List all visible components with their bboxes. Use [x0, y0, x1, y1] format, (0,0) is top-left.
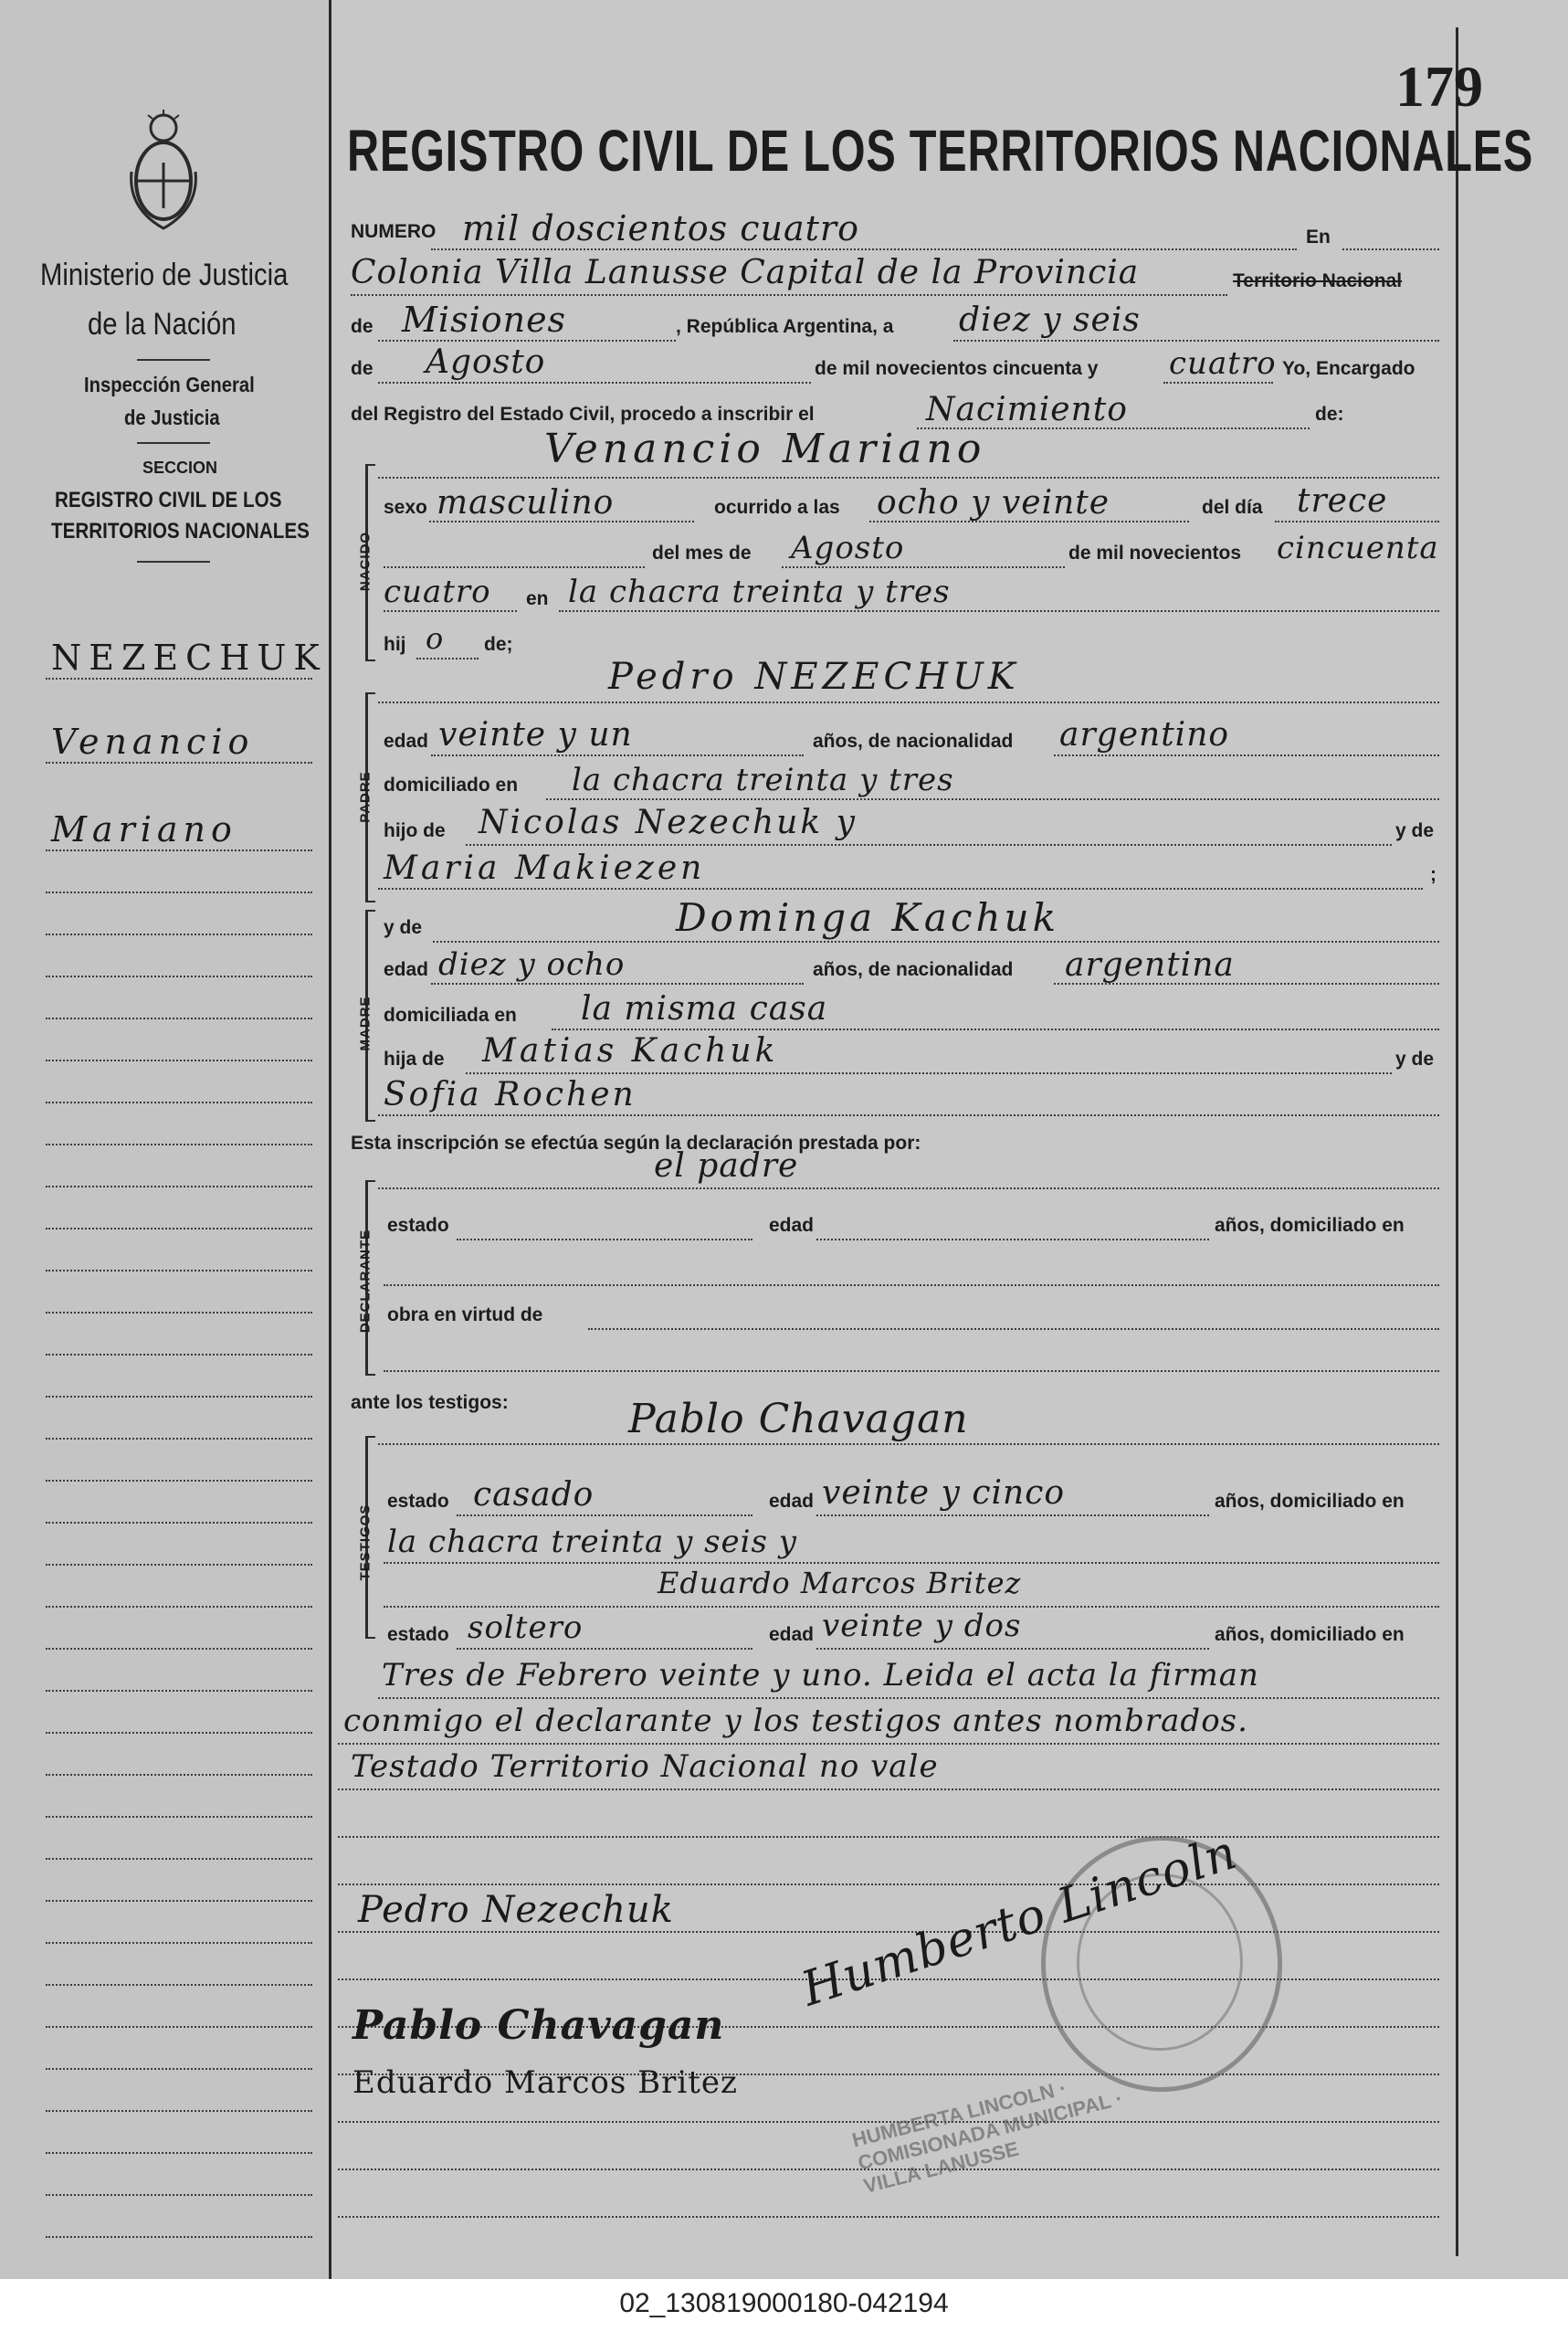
margin-line — [46, 1774, 312, 1776]
year-value: cuatro — [1169, 345, 1277, 382]
remarks-line-1 — [378, 1697, 1439, 1699]
madre-dom-value: la misma casa — [581, 990, 828, 1028]
place-line — [351, 294, 1227, 296]
sig-area-line — [338, 1884, 1439, 1885]
declarante-value: el padre — [654, 1147, 799, 1185]
father-name-line — [378, 702, 1439, 703]
hij-label: hij — [384, 634, 406, 655]
margin-line — [46, 2026, 312, 2028]
declarante-extra-line — [384, 1370, 1439, 1372]
divider — [137, 442, 210, 444]
margin-line — [46, 1102, 312, 1103]
margin-name-2: Mariano — [51, 809, 237, 849]
madre-yde-label: y de — [384, 917, 423, 938]
numero-line — [431, 248, 1297, 250]
margin-line — [46, 2068, 312, 2070]
de-label: de — [351, 316, 374, 337]
year-line — [1163, 382, 1273, 384]
hij-line — [416, 658, 479, 660]
declarante-label: DECLARANTE — [357, 1229, 374, 1334]
w1-anios-label: años, domiciliado en — [1215, 1491, 1405, 1512]
hora-value: ocho y veinte — [877, 484, 1110, 522]
father-mother-line — [378, 888, 1423, 890]
remarks-line-2 — [338, 1743, 1439, 1745]
margin-name-1: Venancio — [51, 722, 255, 762]
inspection-line-1: Inspección General — [84, 373, 255, 396]
signature-witness-2: Eduardo Marcos Britez — [353, 2064, 738, 2101]
section-label: SECCION — [142, 459, 218, 477]
section-line-3: TERRITORIOS NACIONALES — [51, 519, 310, 543]
mes-value: Agosto — [791, 530, 905, 566]
remarks-3: Testado Territorio Nacional no vale — [351, 1748, 939, 1785]
declarante-edad-label: edad — [769, 1215, 815, 1236]
numero-value: mil doscientos cuatro — [462, 208, 859, 248]
padre-edad-value: veinte y un — [438, 716, 633, 754]
margin-line — [46, 1270, 312, 1272]
declarante-value-line — [378, 1187, 1439, 1189]
month-line — [378, 382, 811, 384]
w1-dom-line — [384, 1562, 1439, 1564]
padre-hijo-label: hijo de — [384, 820, 446, 841]
w1-edad-label: edad — [769, 1491, 815, 1512]
margin-line — [46, 1018, 312, 1019]
declarante-obra-line — [588, 1328, 1439, 1330]
de2-label: de — [351, 358, 374, 379]
dia-label: del día — [1202, 497, 1263, 518]
file-id: 02_130819000180-042194 — [619, 2288, 949, 2318]
margin-line — [46, 1648, 312, 1650]
padre-hijo-line — [466, 844, 1392, 846]
madre-yde2-label: y de — [1395, 1049, 1435, 1070]
sidebar-rule — [329, 0, 331, 2279]
lugar-line — [559, 610, 1439, 612]
padre-dom-line — [546, 798, 1439, 800]
declarante-dom-line — [384, 1284, 1439, 1286]
mes-pre-line — [384, 566, 645, 568]
testigos-label: TESTIGOS — [357, 1504, 374, 1581]
padre-nac-line — [1054, 754, 1439, 756]
coat-of-arms-icon — [128, 108, 199, 236]
numero-label: NUMERO — [351, 221, 437, 242]
divider — [137, 561, 210, 563]
margin-line — [46, 1438, 312, 1440]
declarante-estado-line — [457, 1239, 752, 1240]
w2-edad-value: veinte y dos — [822, 1608, 1022, 1644]
hij-de-label: de; — [484, 634, 513, 655]
w2-estado-line — [457, 1648, 752, 1650]
child-name-line — [378, 477, 1439, 479]
margin-line — [46, 678, 312, 680]
madre-edad-value: diez y ocho — [438, 946, 626, 983]
margin-line — [46, 1816, 312, 1818]
madre-dom-label: domiciliada en — [384, 1005, 517, 1026]
right-margin-rule — [1456, 27, 1458, 2256]
witness2-name: Eduardo Marcos Britez — [658, 1566, 1022, 1600]
year-label: de mil novecientos cincuenta y — [815, 358, 1099, 379]
anio-value: cincuenta — [1277, 530, 1439, 566]
territorio-label: Territorio Nacional — [1233, 270, 1403, 291]
sig-area-line — [338, 2216, 1439, 2218]
madre-label: MADRE — [357, 996, 374, 1051]
margin-line — [46, 1312, 312, 1314]
padre-edad-label: edad — [384, 731, 429, 752]
remarks-line-3 — [338, 1789, 1439, 1790]
footer — [0, 2279, 1568, 2332]
madre-hija-line — [466, 1072, 1392, 1074]
madre-nac-value: argentina — [1065, 946, 1235, 984]
registro-label: del Registro del Estado Civil, procedo a inscribir el — [351, 404, 815, 425]
ministry-line-1: Ministerio de Justicia — [40, 258, 289, 292]
w1-dom-value: la chacra treinta y seis y — [387, 1524, 798, 1560]
w2-edad-line — [816, 1648, 1209, 1650]
padre-nac-label: años, de nacionalidad — [813, 731, 1014, 752]
en-label: En — [1306, 227, 1331, 248]
margin-line — [46, 1900, 312, 1902]
anio-value-2: cuatro — [384, 574, 491, 610]
margin-line — [46, 2110, 312, 2112]
w1-edad-value: veinte y cinco — [822, 1474, 1066, 1512]
margin-line — [46, 2152, 312, 2154]
signature-father: Pedro Nezechuk — [358, 1889, 674, 1931]
margin-line — [46, 1354, 312, 1356]
w2-estado-label: estado — [387, 1624, 449, 1645]
sexo-label: sexo — [384, 497, 427, 518]
padre-semicolon: ; — [1430, 864, 1436, 885]
margin-line — [46, 1228, 312, 1229]
w1-edad-line — [816, 1514, 1209, 1516]
margin-line — [46, 1396, 312, 1398]
margin-line — [46, 2194, 312, 2196]
province-value: Misiones — [402, 300, 567, 340]
signature-official: Humberto Lincoln — [795, 1824, 1244, 2018]
province-line — [378, 340, 676, 342]
madre-hija-value: Matias Kachuk — [482, 1032, 779, 1070]
margin-line — [46, 1564, 312, 1566]
divider — [137, 359, 210, 361]
republica-label: , República Argentina, a — [676, 316, 894, 337]
dia-line — [1275, 521, 1439, 522]
sig-area-line — [338, 1836, 1439, 1838]
madre-nac-label: años, de nacionalidad — [813, 959, 1014, 980]
madre-dom-line — [552, 1029, 1439, 1030]
margin-line — [46, 1690, 312, 1692]
mes-line — [782, 566, 1065, 568]
madre-edad-line — [431, 983, 804, 985]
sexo-value: masculino — [437, 484, 615, 522]
child-name: Venancio Mariano — [544, 426, 986, 472]
mother-name: Dominga Kachuk — [676, 895, 1060, 940]
margin-line — [46, 892, 312, 893]
day-line — [953, 340, 1439, 342]
padre-dom-value: la chacra treinta y tres — [572, 762, 954, 798]
declarante-obra-label: obra en virtud de — [387, 1304, 543, 1325]
w2-estado-value: soltero — [468, 1609, 584, 1646]
margin-line — [46, 1186, 312, 1187]
stamp-text: HUMBERTA LINCOLN · COMISIONADA MUNICIPAL · VILLA LANUSSE — [849, 2075, 1125, 2198]
remarks-2: conmigo el declarante y los testigos antes nombrados. — [343, 1703, 1248, 1739]
day-value: diez y seis — [959, 301, 1141, 339]
mother-mother: Sofia Rochen — [384, 1076, 637, 1113]
lugar-value: la chacra treinta y tres — [568, 574, 951, 610]
anio2-line — [384, 610, 517, 612]
sidebar — [0, 0, 329, 2279]
nacido-label: NACIDO — [357, 531, 374, 592]
madre-edad-label: edad — [384, 959, 429, 980]
mother-mother-line — [378, 1114, 1439, 1116]
anio-label: de mil novecientos — [1068, 543, 1242, 564]
margin-line — [46, 1732, 312, 1734]
ocurrido-label: ocurrido a las — [714, 497, 840, 518]
padre-yde-label: y de — [1395, 820, 1435, 841]
de3-label: de: — [1315, 404, 1344, 425]
padre-label: PADRE — [357, 771, 374, 823]
dia-value: trece — [1297, 482, 1388, 520]
father-mother: Maria Makiezen — [384, 849, 706, 887]
testigos-intro: ante los testigos: — [351, 1392, 509, 1413]
ministry-line-2: de la Nación — [88, 307, 237, 342]
page-number: 179 — [1395, 54, 1483, 119]
lugar-en-label: en — [526, 588, 549, 609]
declarante-estado-label: estado — [387, 1215, 449, 1236]
w1-estado-value: casado — [473, 1476, 595, 1514]
w1-estado-line — [457, 1514, 752, 1516]
declarante-anios-label: años, domiciliado en — [1215, 1215, 1405, 1236]
inspection-line-2: de Justicia — [124, 406, 220, 429]
w2-edad-label: edad — [769, 1624, 815, 1645]
section-line-2: REGISTRO CIVIL DE LOS — [55, 488, 282, 512]
w2-anios-label: años, domiciliado en — [1215, 1624, 1405, 1645]
witness1-name: Pablo Chavagan — [628, 1396, 969, 1442]
father-name: Pedro NEZECHUK — [608, 656, 1020, 698]
encargado-label: Yo, Encargado — [1282, 358, 1415, 379]
remarks-1: Tres de Febrero veinte y uno. Leida el acta la firman — [382, 1657, 1259, 1694]
margin-line — [46, 1858, 312, 1860]
padre-dom-label: domiciliado en — [384, 775, 519, 796]
margin-line — [46, 849, 312, 851]
padre-hijo-value: Nicolas Nezechuk y — [479, 804, 858, 841]
margin-line — [46, 1144, 312, 1145]
declarante-intro: Esta inscripción se efectúa según la declaración prestada por: — [351, 1133, 921, 1154]
en-line — [1342, 248, 1439, 250]
margin-line — [46, 1606, 312, 1608]
mes-label: del mes de — [652, 543, 752, 564]
place-value: Colonia Villa Lanusse Capital de la Provincia — [351, 254, 1140, 291]
margin-line — [46, 1942, 312, 1944]
witness1-name-line — [378, 1443, 1439, 1445]
margin-line — [46, 934, 312, 935]
act-value: Nacimiento — [926, 391, 1128, 428]
madre-hija-label: hija de — [384, 1049, 445, 1070]
month-value: Agosto — [426, 343, 546, 381]
padre-edad-line — [431, 754, 804, 756]
margin-line — [46, 1060, 312, 1061]
signature-witness-1: Pablo Chavagan — [353, 2002, 725, 2049]
margin-line — [46, 762, 312, 764]
margin-line — [46, 2236, 312, 2238]
mother-name-line — [433, 941, 1439, 943]
margin-line — [46, 976, 312, 977]
padre-nac-value: argentino — [1059, 716, 1230, 754]
margin-line — [46, 1984, 312, 1986]
margin-line — [46, 1522, 312, 1524]
page-title: REGISTRO CIVIL DE LOS TERRITORIOS NACIONALES — [347, 118, 1534, 184]
w1-estado-label: estado — [387, 1491, 449, 1512]
declarante-edad-line — [816, 1239, 1209, 1240]
hij-value: o — [426, 621, 445, 656]
margin-surname: NEZECHUK — [51, 638, 327, 678]
margin-line — [46, 1480, 312, 1482]
